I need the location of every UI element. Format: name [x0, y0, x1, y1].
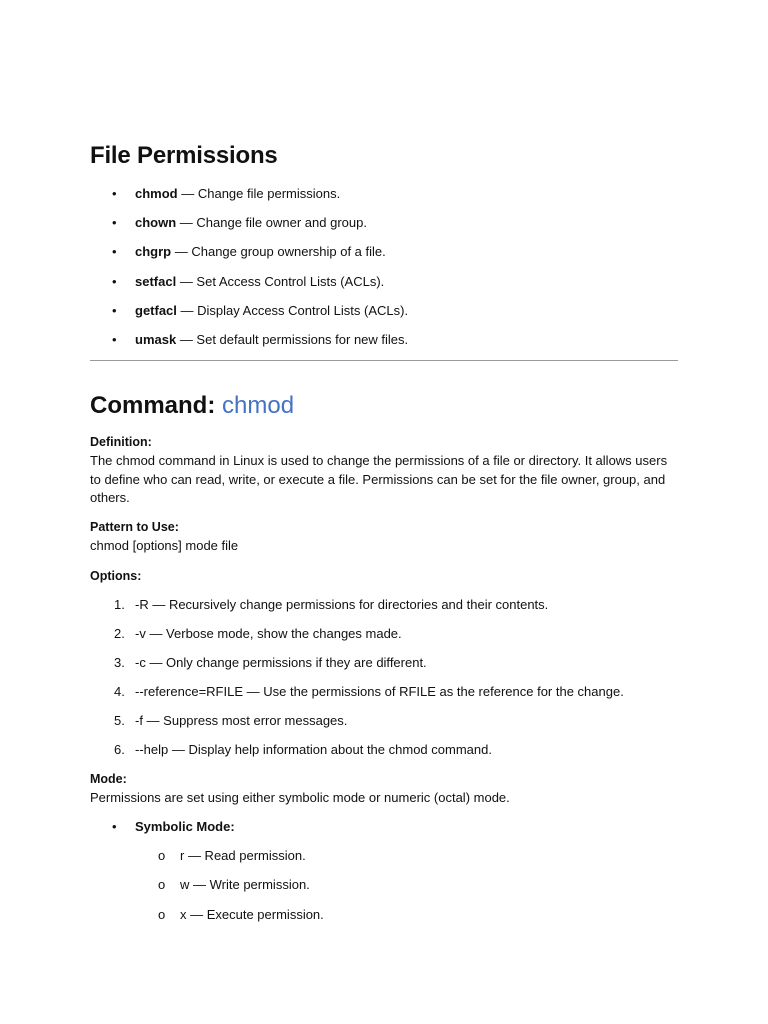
mode-list [90, 818, 680, 935]
pattern-text: chmod [options] mode file [90, 538, 239, 553]
option-text: -f — Suppress most error messages. [135, 713, 348, 729]
bullet-icon: • [112, 302, 117, 318]
list-item [90, 712, 680, 741]
command-name: chgrp [135, 244, 172, 260]
options-list [90, 596, 680, 771]
list-number: 1. [114, 597, 125, 612]
list-item [90, 331, 680, 360]
bullet-icon: • [112, 215, 117, 231]
list-item [90, 876, 680, 905]
list-item [90, 302, 680, 331]
permission-text: r — Read permission. [180, 848, 306, 863]
permission-text: x — Execute permission. [180, 906, 324, 922]
mode-text: Permissions are set using either symbolic mode or numeric (octal) mode. [90, 790, 510, 805]
bullet-icon: • [112, 819, 117, 834]
option-text: -v — Verbose mode, show the changes made. [135, 626, 402, 642]
sub-bullet-icon: o [158, 848, 166, 863]
list-item [90, 214, 680, 243]
bullet-icon: • [112, 244, 117, 260]
list-item [90, 741, 680, 770]
list-item [90, 185, 680, 214]
section-command: chmod [222, 392, 295, 419]
symbolic-mode-label: Symbolic Mode: [135, 819, 235, 834]
section-prefix: Command: [90, 392, 216, 419]
bullet-icon: • [112, 331, 117, 347]
permission-text: w — Write permission. [180, 877, 310, 893]
command-description: — Display Access Control Lists (ACLs). [176, 302, 409, 318]
list-number: 4. [114, 684, 125, 700]
command-description: — Change file owner and group. [176, 215, 367, 231]
command-description: — Set Access Control Lists (ACLs). [176, 273, 385, 289]
bullet-icon: • [112, 186, 117, 201]
section-heading [90, 392, 294, 420]
option-text: -R — Recursively change permissions for directories and their contents. [135, 597, 549, 612]
definition-label: Definition: [90, 435, 152, 449]
command-name: chown [135, 215, 177, 231]
command-description: — Change file permissions. [177, 186, 341, 201]
list-item [90, 818, 680, 847]
command-description: — Set default permissions for new files. [176, 331, 409, 347]
horizontal-divider [90, 360, 678, 361]
list-item [90, 625, 680, 654]
list-item [90, 683, 680, 712]
command-name: chmod [135, 186, 178, 201]
options-label: Options: [90, 569, 142, 583]
sub-bullet-icon: o [158, 877, 166, 893]
list-item [90, 596, 680, 625]
list-number: 2. [114, 626, 125, 642]
definition-text: The chmod command in Linux is used to change the permissions of a file or directory. It allows users to define who can read, write, or execute a file. Permissions can be set for the file owner, group, and others. [90, 453, 668, 505]
option-text: --reference=RFILE — Use the permissions of RFILE as the reference for the change. [135, 684, 624, 700]
bullet-icon: • [112, 273, 117, 289]
pattern-label: Pattern to Use: [90, 520, 179, 534]
sub-bullet-icon: o [158, 906, 166, 922]
list-item [90, 906, 680, 935]
option-text: -c — Only change permissions if they are different. [135, 655, 427, 671]
command-name: setfacl [135, 273, 177, 289]
list-item [90, 273, 680, 302]
command-list [90, 185, 680, 360]
mode-label: Mode: [90, 772, 127, 786]
list-number: 6. [114, 742, 125, 758]
list-item [90, 243, 680, 272]
list-number: 3. [114, 655, 125, 671]
command-description: — Change group ownership of a file. [171, 244, 386, 260]
command-name: umask [135, 331, 177, 347]
list-number: 5. [114, 713, 125, 729]
command-name: getfacl [135, 302, 177, 318]
option-text: --help — Display help information about the chmod command. [135, 742, 492, 758]
list-item [90, 654, 680, 683]
list-item [90, 847, 680, 876]
page-title: File Permissions [90, 142, 278, 169]
